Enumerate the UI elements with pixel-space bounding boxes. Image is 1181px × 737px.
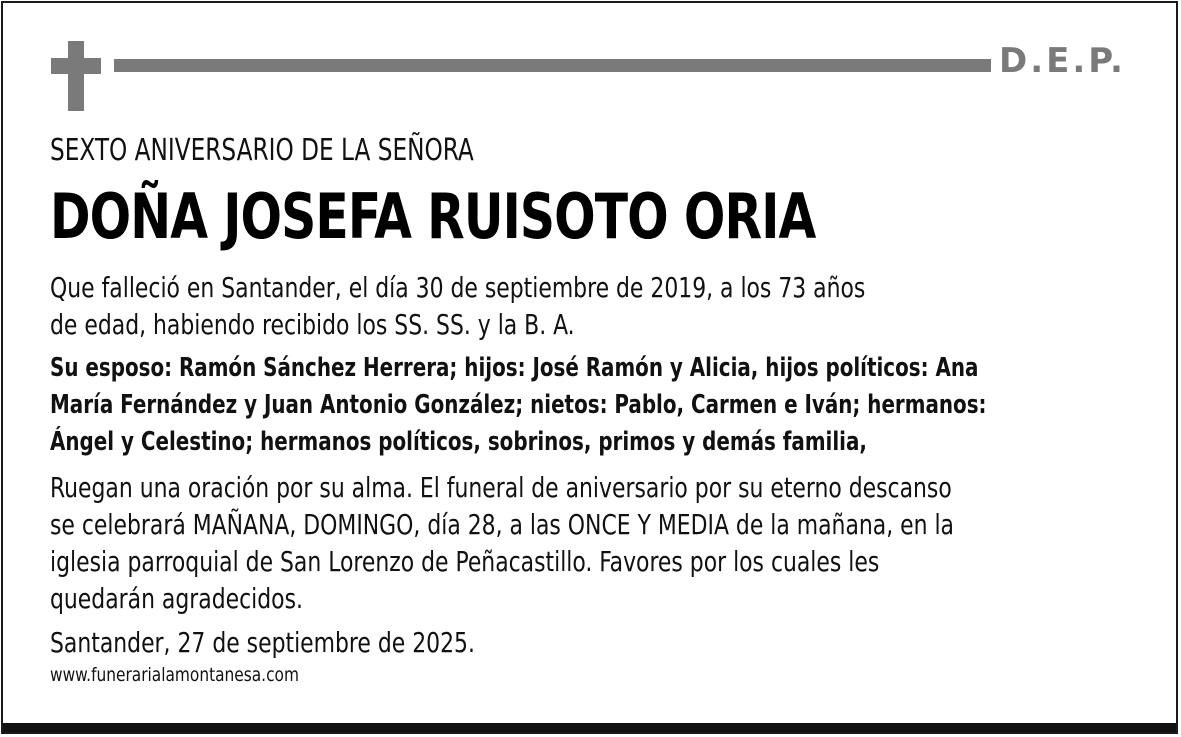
family-line-2: María Fernández y Juan Antonio González; nietos: Pablo, Carmen e Iván; hermanos: (50, 390, 987, 420)
dep-label: D.E.P. (999, 41, 1126, 81)
death-line-1: Que falleció en Santander, el día 30 de septiembre de 2019, a los 73 años (50, 271, 866, 304)
funeral-line-4: quedarán agradecidos. (50, 582, 303, 615)
family-line-1: Su esposo: Ramón Sánchez Herrera; hijos: José Ramón y Alicia, hijos políticos: Ana (50, 353, 979, 383)
header-divider (114, 59, 991, 72)
funeral-line-2: se celebrará MAÑANA, DOMINGO, día 28, a las ONCE Y MEDIA de la mañana, en la (50, 508, 954, 541)
funeral-line-3: iglesia parroquial de San Lorenzo de Peñacastillo. Favores por los cuales les (50, 545, 880, 578)
cross-icon (51, 41, 101, 111)
family-line-3: Ángel y Celestino; hermanos políticos, sobrinos, primos y demás familia, (50, 427, 867, 457)
date-line: Santander, 27 de septiembre de 2025. (50, 626, 475, 659)
bottom-divider (3, 723, 1176, 732)
notice-subtitle: SEXTO ANIVERSARIO DE LA SEÑORA (50, 133, 474, 168)
deceased-name: DOÑA JOSEFA RUISOTO ORIA (50, 180, 816, 253)
obituary-frame (1, 1, 1178, 734)
website-link[interactable]: www.funerarialamontanesa.com (50, 664, 299, 686)
death-line-2: de edad, habiendo recibido los SS. SS. y la B. A. (50, 308, 575, 341)
funeral-line-1: Ruegan una oración por su alma. El funeral de aniversario por su eterno descanso (50, 471, 952, 504)
